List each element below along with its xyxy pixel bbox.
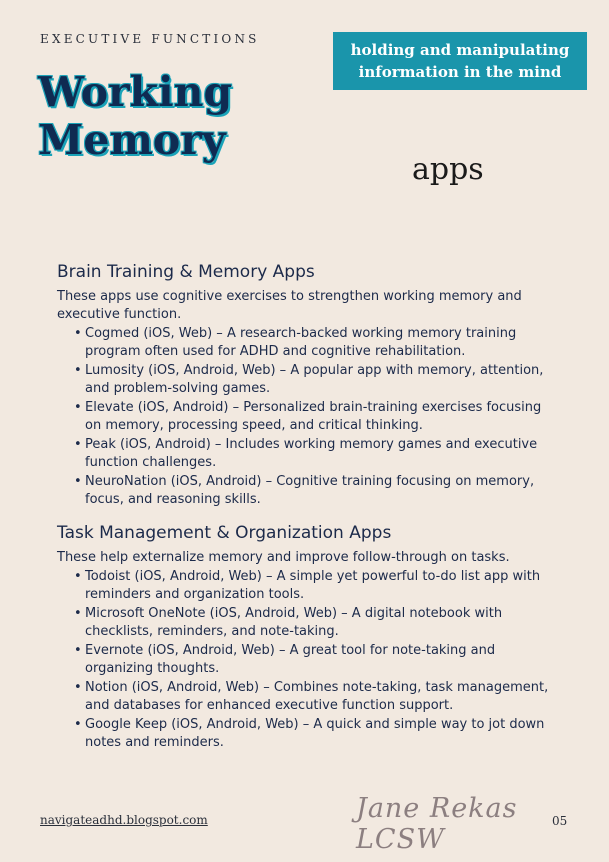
section-heading: Task Management & Organization Apps <box>57 523 392 543</box>
list-item: • Todoist (iOS, Android, Web) – A simple yet powerful to-do list app with reminders and organization tools. <box>85 568 557 604</box>
list-item: • Elevate (iOS, Android) – Personalized brain-training exercises focusing on memory, processing speed, and critical thinking. <box>85 399 557 435</box>
list-item: • Notion (iOS, Android, Web) – Combines note-taking, task management, and databases for enhanced executive function support. <box>85 679 557 715</box>
apps-subtitle: apps <box>412 152 484 187</box>
list-item: • Evernote (iOS, Android, Web) – A great tool for note-taking and organizing thoughts. <box>85 642 557 678</box>
app-list <box>57 325 557 509</box>
page-title-line-1: Working <box>38 68 233 116</box>
list-item: • Peak (iOS, Android) – Includes working memory games and executive function challenges. <box>85 436 557 472</box>
list-item: • Google Keep (iOS, Android, Web) – A quick and simple way to jot down notes and reminders. <box>85 716 557 752</box>
section-intro: These apps use cognitive exercises to strengthen working memory and executive function. <box>57 289 522 322</box>
page-title-line-2: Memory <box>38 116 226 164</box>
definition-banner-text: holding and manipulating information in the mind <box>350 41 570 81</box>
app-list <box>57 568 557 752</box>
list-item: • Microsoft OneNote (iOS, Android, Web) – A digital notebook with checklists, reminders, and note-taking. <box>85 605 557 641</box>
page-number: 05 <box>552 814 568 828</box>
main-content <box>57 260 557 752</box>
list-item: • Cogmed (iOS, Web) – A research-backed working memory training program often used for ADHD and cognitive rehabilitation. <box>85 325 557 361</box>
list-item: • NeuroNation (iOS, Android) – Cognitive training focusing on memory, focus, and reasoning skills. <box>85 473 557 509</box>
section-task-management <box>57 521 557 752</box>
author-signature: Jane Rekas LCSW <box>356 793 518 855</box>
list-item: • Lumosity (iOS, Android, Web) – A popular app with memory, attention, and problem-solving games. <box>85 362 557 398</box>
page-title <box>38 68 232 164</box>
eyebrow-label: EXECUTIVE FUNCTIONS <box>40 32 260 46</box>
footer-link[interactable]: navigateadhd.blogspot.com <box>40 813 208 827</box>
section-intro: These help externalize memory and improve follow-through on tasks. <box>57 550 510 565</box>
definition-banner <box>333 32 587 90</box>
section-heading: Brain Training & Memory Apps <box>57 262 315 282</box>
section-brain-training <box>57 260 557 509</box>
